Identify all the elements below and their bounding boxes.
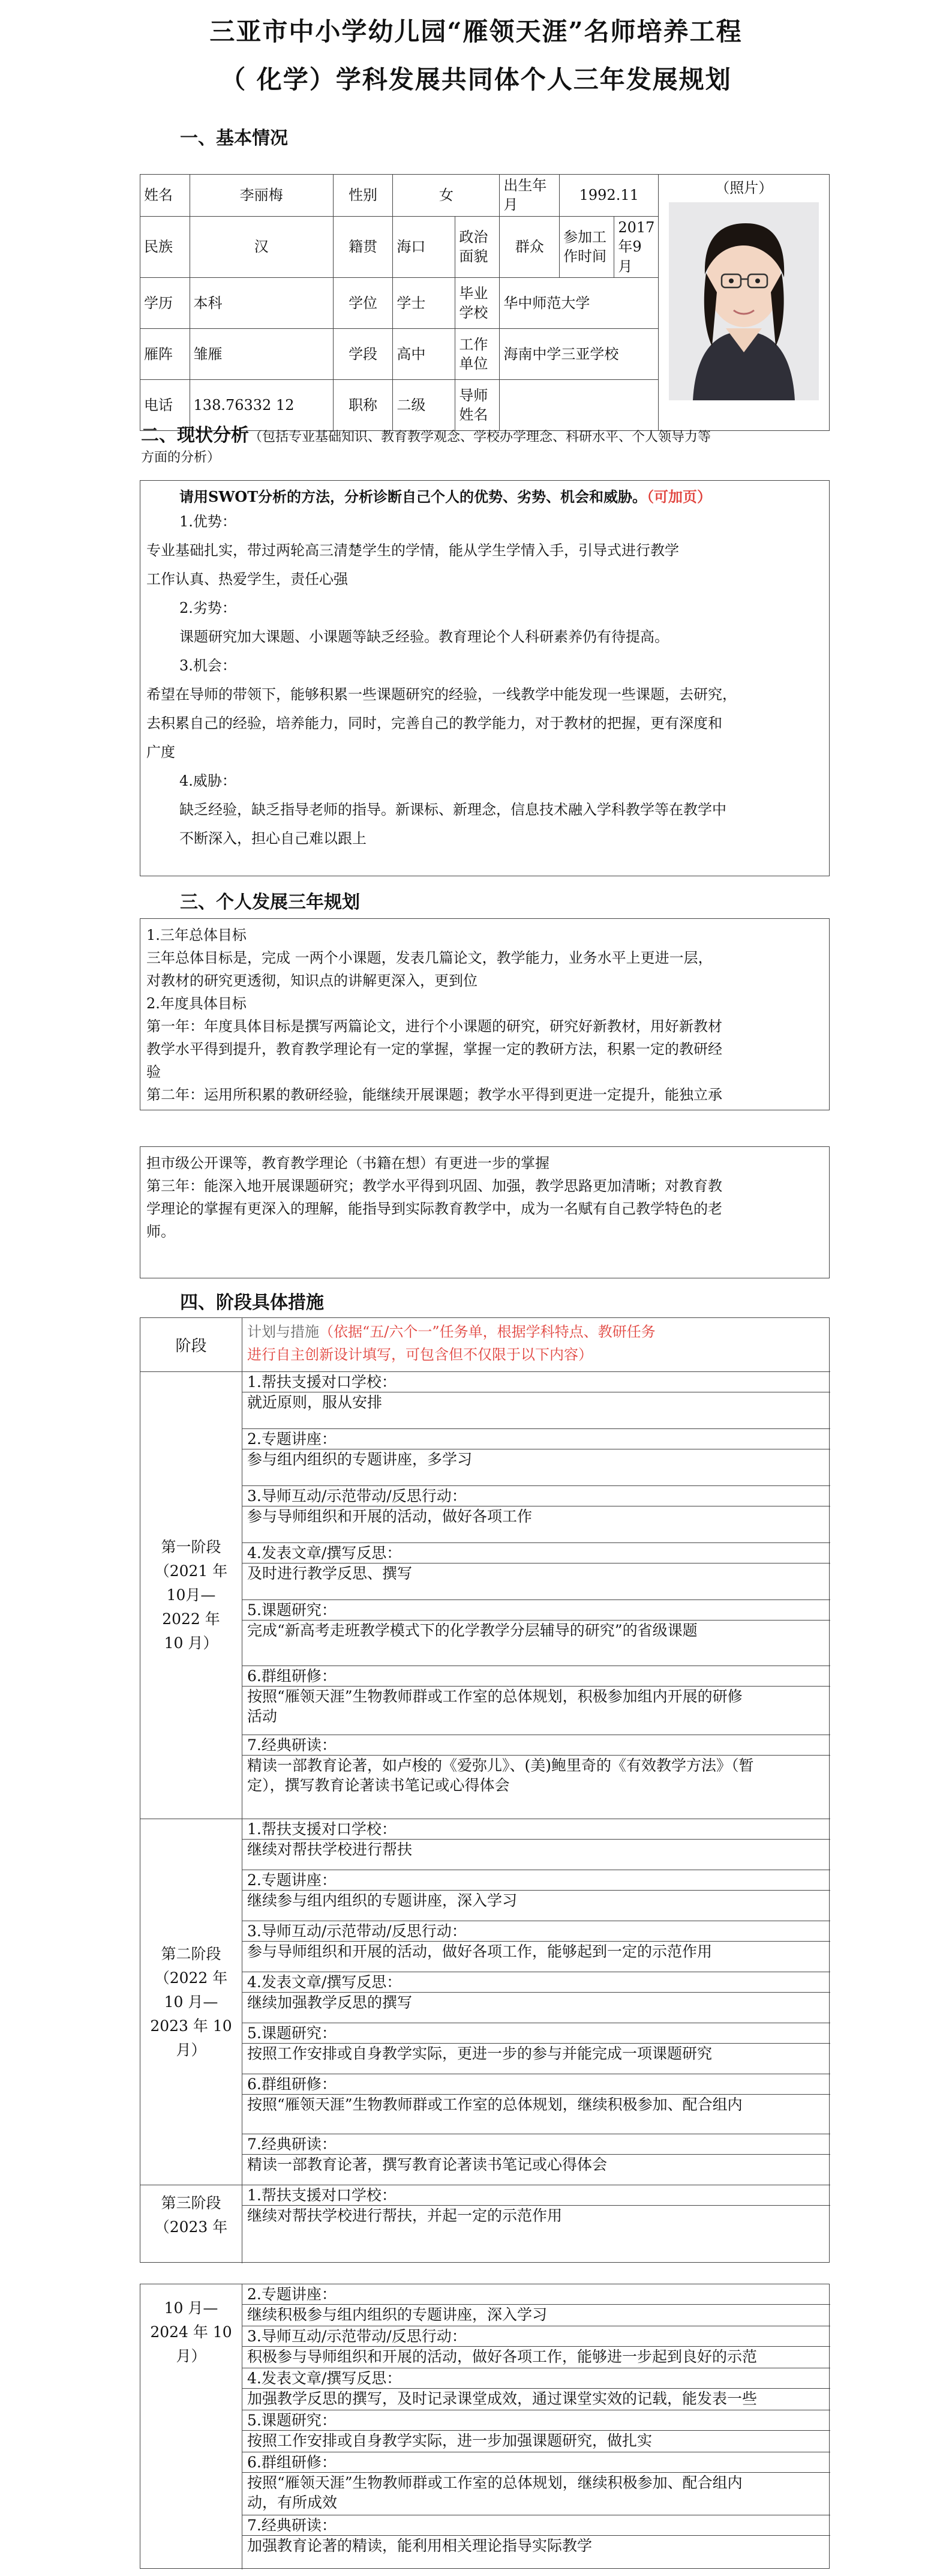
measure-item-content: 按照“雁领天涯”生物教师群或工作室的总体规划，继续积极参加、配合组内 [247, 2096, 743, 2113]
measure-item-title: 6.群组研修： [242, 2074, 830, 2095]
plan-line: 三年总体目标是，完成 一两个小课题，发表几篇论文，教学能力，业务水平上更进一层， [146, 949, 713, 966]
measure-item-content-2: 活动 [247, 1708, 278, 1725]
gender-label: 性别 [333, 175, 393, 217]
political-label: 政治面貌 [455, 216, 500, 277]
plan-line: 1.三年总体目标 [146, 927, 247, 943]
stage-2-label-1: 第二阶段 [161, 1945, 221, 1963]
stage-1-label-2: （2021 年 [154, 1562, 228, 1580]
stage-2-items [242, 1819, 830, 2185]
measure-item [242, 1921, 830, 1972]
political-value: 群众 [500, 216, 560, 277]
edu-value: 本科 [190, 277, 333, 328]
unit-value: 海南中学三亚学校 [500, 328, 659, 379]
measure-item [242, 2023, 830, 2074]
stage-3-items-a [242, 2185, 830, 2263]
swot-line: 1.优势： [179, 513, 236, 530]
measure-item-content: 加强教育论著的精读，能利用相关理论指导实际教学 [247, 2537, 593, 2554]
rank-value: 二级 [393, 379, 455, 430]
swot-line: 4.威胁： [179, 772, 236, 789]
section-stage-measures: 四、阶段具体措施 [180, 1292, 324, 1313]
swot-prompt [146, 487, 823, 507]
ethnic-value: 汉 [190, 216, 333, 277]
section-three-year-plan: 三、个人发展三年规划 [180, 892, 360, 913]
plan-header-note-2: 进行自主创新设计填写，可包含但不仅限于以下内容） [247, 1346, 593, 1363]
doc-title: 三亚市中小学幼儿园“雁领天涯”名师培养工程 [209, 17, 743, 46]
swot-line: 去积累自己的经验，培养能力，同时，完善自己的教学能力，对于教材的把握，更有深度和 [146, 715, 722, 732]
measure-item-title: 7.经典研读： [242, 1735, 830, 1756]
measure-item-title: 5.课题研究： [242, 2410, 830, 2431]
stage-3-items-b [242, 2284, 830, 2569]
plan-header-note-1: （依据“五/六个一”任务单，根据学科特点、教研任务 [319, 1323, 656, 1340]
measure-item-content: 及时进行教学反思、撰写 [247, 1565, 413, 1582]
stage-2-label-5: 月） [176, 2041, 206, 2059]
school-value: 华中师范大学 [500, 277, 659, 328]
measure-item [242, 1543, 830, 1600]
rank-label: 职称 [333, 379, 393, 430]
swot-line: 专业基础扎实，带过两轮高三清楚学生的学情，能从学生学情入手，引导式进行教学 [146, 542, 679, 559]
measure-item [242, 2452, 830, 2515]
profile-photo [669, 202, 819, 400]
section-basic-info: 一、基本情况 [180, 128, 288, 149]
title-value: 雏雁 [190, 328, 333, 379]
degree-value: 学士 [393, 277, 455, 328]
measures-table [140, 1317, 830, 2263]
measure-item-title: 3.导师互动/示范带动/反思行动： [242, 1921, 830, 1942]
origin-value: 海口 [393, 216, 455, 277]
stage-3-label-3: 10 月— [164, 2299, 218, 2317]
plan-box-2 [140, 1146, 830, 1278]
plan-line: 第三年：能深入地开展课题研究；教学水平得到巩固、加强，教学思路更加清晰；对教育教 [146, 1178, 722, 1194]
swot-line: 缺乏经验，缺乏指导老师的指导。新课标、新理念，信息技术融入学科教学等在教学中 [179, 801, 726, 818]
swot-line: 工作认真、热爱学生，责任心强 [146, 571, 348, 588]
measure-item-title: 4.发表文章/撰写反思： [242, 2368, 830, 2389]
edu-label: 学历 [140, 277, 190, 328]
plan-line: 验 [146, 1064, 161, 1080]
measure-item-content: 加强教学反思的撰写，及时记录课堂成效，通过课堂实效的记载，能发表一些 [247, 2390, 758, 2407]
doc-subtitle: （ 化学）学科发展共同体个人三年发展规划 [220, 65, 732, 94]
measure-item-title: 1.帮扶支援对口学校： [242, 1819, 830, 1840]
plan-header [242, 1318, 830, 1372]
mentor-label: 导师姓名 [455, 379, 500, 430]
basic-info-table [140, 174, 830, 431]
plan-line: 对教材的研究更透彻，知识点的讲解更深入，更到位 [146, 972, 477, 989]
measure-item [242, 1372, 830, 1429]
name-value: 李丽梅 [190, 175, 333, 217]
stage-2-label [140, 1819, 242, 2185]
gender-value: 女 [393, 175, 500, 217]
measure-item-title: 2.专题讲座： [242, 1870, 830, 1891]
measure-item [242, 1600, 830, 1666]
measure-item [242, 1972, 830, 2023]
measure-item-content: 精读一部教育论著，如卢梭的《爱弥儿》、(美)鲍里奇的《有效教学方法》（暂 [247, 1757, 754, 1774]
plan-line: 担市级公开课等，教育教学理论（书籍在想）有更进一步的掌握 [146, 1155, 549, 1172]
stage-1-label-1: 第一阶段 [161, 1538, 221, 1556]
school-label: 毕业学校 [455, 277, 500, 328]
measure-item-content: 精读一部教育论著，撰写教育论著读书笔记或心得体会 [247, 2156, 608, 2173]
plan-header-title: 计划与措施 [247, 1323, 319, 1340]
measure-item [242, 2185, 830, 2263]
level-value: 高中 [393, 328, 455, 379]
measure-item-title: 5.课题研究： [242, 2023, 830, 2044]
measure-item [242, 1666, 830, 1735]
phone-label: 电话 [140, 379, 190, 430]
swot-line: 广度 [146, 744, 175, 760]
plan-line: 师。 [146, 1223, 175, 1240]
ethnic-label: 民族 [140, 216, 190, 277]
work-value: 2017 年9月 [614, 216, 659, 277]
measure-item-title: 6.群组研修： [242, 2452, 830, 2473]
measure-item-title: 1.帮扶支援对口学校： [242, 1372, 830, 1392]
name-label: 姓名 [140, 175, 190, 217]
measure-item-title: 7.经典研读： [242, 2515, 830, 2536]
status-analysis-note: （包括专业基础知识、教育教学观念、学校办学理念、科研水平、个人领导力等 [249, 430, 711, 445]
measure-item [242, 1429, 830, 1486]
plan-lines-continued [146, 1152, 823, 1243]
measure-item [242, 1735, 830, 1819]
status-analysis-heading: 二、现状分析 [141, 425, 249, 446]
measure-item [242, 1486, 830, 1543]
measure-item-content: 按照“雁领天涯”生物教师群或工作室的总体规划，继续积极参加、配合组内 [247, 2474, 743, 2491]
title-label: 雁阵 [140, 328, 190, 379]
stage-3-label-5: 月） [176, 2347, 206, 2365]
measure-item-content: 继续参与组内组织的专题讲座，深入学习 [247, 1892, 518, 1909]
measure-item [242, 2326, 830, 2368]
stage-2-label-3: 10 月— [164, 1993, 218, 2011]
measure-item-title: 4.发表文章/撰写反思： [242, 1972, 830, 1993]
photo-cell [659, 175, 830, 431]
stage-2-label-2: （2022 年 [154, 1969, 228, 1987]
stage-3-label [140, 2185, 242, 2263]
measure-item [242, 2368, 830, 2410]
plan-box-1 [140, 918, 830, 1110]
stage-1-label [140, 1372, 242, 1819]
birth-label: 出生年月 [500, 175, 560, 217]
degree-label: 学位 [333, 277, 393, 328]
swot-line: 课题研究加大课题、小课题等缺乏经验。教育理论个人科研素养仍有待提高。 [179, 628, 669, 645]
birth-value: 1992.11 [560, 175, 659, 217]
plan-line: 第二年：运用所积累的教研经验，能继续开展课题；教学水平得到更进一定提升，能独立承 [146, 1086, 722, 1103]
measure-item-title: 3.导师互动/示范带动/反思行动： [242, 1486, 830, 1506]
measure-item [242, 2134, 830, 2185]
stage-3-label-cont [140, 2284, 242, 2569]
stage-1-label-5: 10 月） [164, 1634, 218, 1652]
measure-item-title: 3.导师互动/示范带动/反思行动： [242, 2326, 830, 2347]
measure-item-content: 积极参与导师组织和开展的活动，做好各项工作，能够进一步起到良好的示范 [247, 2348, 758, 2365]
swot-prompt-text: 请用SWOT分析的方法，分析诊断自己个人的优势、劣势、机会和威胁。 [179, 488, 647, 505]
measures-table-continued [140, 2284, 830, 2569]
plan-line: 教学水平得到提升，教育教学理论有一定的掌握，掌握一定的教研方法，积累一定的教研经 [146, 1041, 722, 1058]
plan-line: 学理论的掌握有更深入的理解，能指导到实际教育教学中，成为一名赋有自己教学特色的老 [146, 1200, 722, 1217]
measure-item-title: 6.群组研修： [242, 1666, 830, 1687]
photo-label: （照片） [715, 179, 773, 196]
stage-3-label-1: 第三阶段 [161, 2194, 221, 2212]
stage-1-label-4: 2022 年 [162, 1610, 220, 1628]
measure-item-title: 1.帮扶支援对口学校： [242, 2185, 830, 2206]
measure-item-content: 继续加强教学反思的撰写 [247, 1994, 413, 2011]
status-analysis-note-2: 方面的分析） [141, 450, 221, 465]
measure-item-content: 按照工作安排或自身教学实际，更进一步的参与并能完成一项课题研究 [247, 2045, 713, 2062]
measure-item-content: 就近原则，服从安排 [247, 1394, 383, 1411]
stage-1-label-3: 10月— [166, 1586, 216, 1604]
measure-item-content: 完成“新高考走班教学模式下的化学教学分层辅导的研究”的省级课题 [247, 1622, 698, 1639]
plan-line: 2.年度具体目标 [146, 995, 247, 1012]
level-label: 学段 [333, 328, 393, 379]
swot-box [140, 480, 830, 876]
swot-line: 3.机会： [179, 657, 236, 674]
stage-3-label-2: （2023 年 [154, 2218, 228, 2236]
measure-item-title: 7.经典研读： [242, 2134, 830, 2155]
measure-item [242, 2074, 830, 2134]
stage-3-label-4: 2024 年 10 [150, 2323, 232, 2341]
swot-line: 希望在导师的带领下，能够积累一些课题研究的经验，一线教学中能发现一些课题，去研究， [146, 686, 737, 703]
measure-item-content: 继续积极参与组内组织的专题讲座，深入学习 [247, 2306, 548, 2323]
measure-item-title: 4.发表文章/撰写反思： [242, 1543, 830, 1563]
stage-2-label-4: 2023 年 10 [150, 2017, 232, 2035]
measure-item-title: 5.课题研究： [242, 1600, 830, 1621]
section-status-analysis [141, 420, 711, 447]
measure-item-content-2: 动，有所成效 [247, 2494, 338, 2511]
origin-label: 籍贯 [333, 216, 393, 277]
measure-item [242, 1870, 830, 1921]
measure-item-content: 参与导师组织和开展的活动，做好各项工作 [247, 1508, 533, 1525]
measure-item-content: 继续对帮扶学校进行帮扶，并起一定的示范作用 [247, 2207, 563, 2224]
measure-item-title: 2.专题讲座： [242, 1429, 830, 1449]
swot-lines [146, 507, 823, 853]
stage-header: 阶段 [140, 1318, 242, 1372]
swot-line: 2.劣势： [179, 600, 236, 616]
plan-lines [146, 924, 823, 1106]
measure-item-content: 按照工作安排或自身教学实际，进一步加强课题研究，做扎实 [247, 2432, 653, 2449]
measure-item [242, 2410, 830, 2452]
swot-line: 不断深入，担心自己难以跟上 [179, 830, 367, 847]
measure-item-content: 参与导师组织和开展的活动，做好各项工作，能够起到一定的示范作用 [247, 1943, 713, 1960]
unit-label: 工作单位 [455, 328, 500, 379]
plan-line: 第一年：年度具体目标是撰写两篇论文，进行个小课题的研究，研究好新教材，用好新教材 [146, 1018, 722, 1035]
measure-item [242, 1819, 830, 1870]
measure-item [242, 2284, 830, 2326]
swot-prompt-tag: （可加页） [647, 488, 712, 505]
measure-item-content: 按照“雁领天涯”生物教师群或工作室的总体规划，积极参加组内开展的研修 [247, 1688, 743, 1705]
measure-item-title: 2.专题讲座： [242, 2284, 830, 2305]
phone-value: 138.76332 12 [190, 379, 333, 430]
measure-item [242, 2515, 830, 2569]
work-label: 参加工作时间 [560, 216, 614, 277]
measure-item-content: 继续对帮扶学校进行帮扶 [247, 1841, 413, 1858]
measure-item-content: 参与组内组织的专题讲座，多学习 [247, 1451, 473, 1468]
stage-1-items [242, 1372, 830, 1819]
measure-item-content-2: 定），撰写教育论著读书笔记或心得体会 [247, 1777, 510, 1794]
